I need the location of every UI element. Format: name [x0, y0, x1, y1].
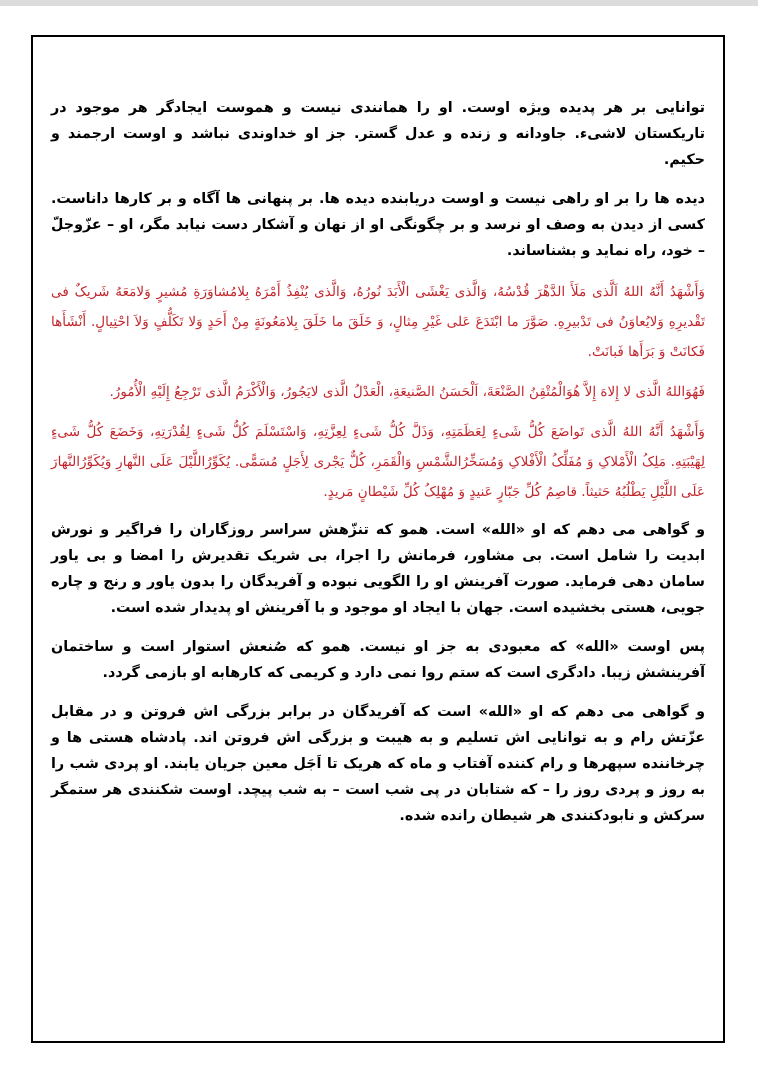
document-body — [51, 95, 705, 842]
paragraph-persian-4: پس اوست «الله» که معبودی به جز او نیست. همو که صُنعش استوار است و ساختمان آفرینشش زیبا. دادگری است که ستم روا نمی دارد و کریمی که کارهابه او بازمی گردد. — [51, 639, 705, 681]
paragraph-arabic-1: وَأَشْهَدُ أَنَّهُ اللهُ اَلَّذی مَلَأَ الدَّهْرَ قُدْسُهُ، وَالَّذی یَغْشَی الْأَبَدَ نُورُهُ، وَالَّذی یُنْفِذُ أَمْرَهُ بِلامُشاوَرَةِ مُشیرٍ وَلامَعَهُ شَریکٌ فی تَقْدیرِهِ وَلایُعاوَنُ فی تَدْبیرِهِ. صَوَّرَ ما ابْتَدَعَ عَلی غَیْرِ مِثالٍ، وَ خَلَقَ ما خَلَقَ بِلامَعُونَةٍ مِنْ أَحَدٍ وَلا تَکَلُّفٍ وَلاَ احْتِیالٍ. أَنْشَأَها فَکانَتْ وَ بَرَأَها فَبانَتْ. — [51, 284, 705, 360]
paragraph-persian-3: و گواهی می دهم که او «الله» است. همو که تنزّهش سراسر روزگاران را فراگیر و نورش ابدیت را شامل است. بی مشاور، فرمانش را اجرا، بی شریک تقدیرش را امضا و بی یاور سامان دهی فرماید. صورت آفرینش او را الگویی نبوده و آفریدگان را بدون یاور و رنج و چاره جویی، هستی بخشیده است. جهان با ایجاد او موجود و با آفرینش او پدیدار شده است. — [51, 522, 705, 616]
screen-top-strip — [0, 0, 758, 6]
paragraph-persian-1: توانایی بر هر پدیده ویژه اوست. او را همانندی نیست و هموست ایجادگر هر موجود در تاریکستان لاشیء. جاودانه و زنده و عدل گستر. جز او خداوندی نباشد و اوست ارجمند و حکیم. — [51, 100, 705, 168]
paragraph-arabic-3: وَأَشْهَدُ أَنَّهُ اللهُ الَّذی تَواضَعَ کُلُّ شَیءٍ لِعَظَمَتِهِ، وَذَلَّ کُلُّ شَیءٍ لِعِزَّتِهِ، وَاسْتَسْلَمَ کُلُّ شَیءٍ لِقُدْرَتِهِ، وَخَضَعَ کُلُّ شَیءٍ لِهَیْبَتِهِ. مَلِکُ الْأَمْلاکِ وَ مُفَلِّکُ الْأَفْلاکِ وَمُسَخِّرُالشَّمْسِ وَالْقَمَرِ، کُلٌّ یَجْری لِأَجَلٍ مُسَمًّی. یُکَوِّرُاللَّیْلَ عَلَی النَّهارِ وَیُکَوِّرُالنَّهارَ عَلَی اللَّیْلِ یَطْلُبُهُ حَثیثاً. قاصِمُ کُلِّ جَبّارٍ عَنیدٍ وَ مُهْلِکُ کُلِّ شَیْطانٍ مَریدٍ. — [51, 424, 705, 500]
paragraph-persian-2: دیده ها را بر او راهی نیست و اوست دریابنده دیده ها. بر پنهانی ها آگاه و بر کارها داناست. کسی از دیدن به وصف او نرسد و بر چگونگی او از نهان و آشکار دست نیابد مگر، او – عزّوجلّ – خود، راه نماید و بشناساند. — [51, 191, 705, 259]
paragraph-arabic-2: فَهُوَاللهُ الَّذی لا إِلاهَ إِلاَّ هُوَالْمُتْقِنُ الصَّنْعَةَ، اَلْحَسَنُ الصَّنیعَةِ، الْعَدْلُ الَّذی لایَجُورُ، وَالْأَکْرَمُ الَّذی تَرْجِعُ إِلَیْهِ الْأُمُورُ. — [109, 384, 705, 400]
page-border — [31, 35, 725, 1043]
paragraph-persian-5: و گواهی می دهم که او «الله» است که آفریدگان در برابر بزرگی اش فروتن و در مقابل عزّتش رام و به توانایی اش تسلیم و به هیبت و بزرگی اش فروتن اند. پادشاه هستی ها و چرخاننده سپهرها و رام کننده آفتاب و ماه که هریک تا اَجَل معین جریان یابند. او پردی شب را به روز و پردی روز را – که شتابان در پی شب است – به شب پیچد. اوست شکنندی هر ستمگر سرکش و نابودکنندی هر شیطان رانده شده. — [51, 704, 705, 824]
